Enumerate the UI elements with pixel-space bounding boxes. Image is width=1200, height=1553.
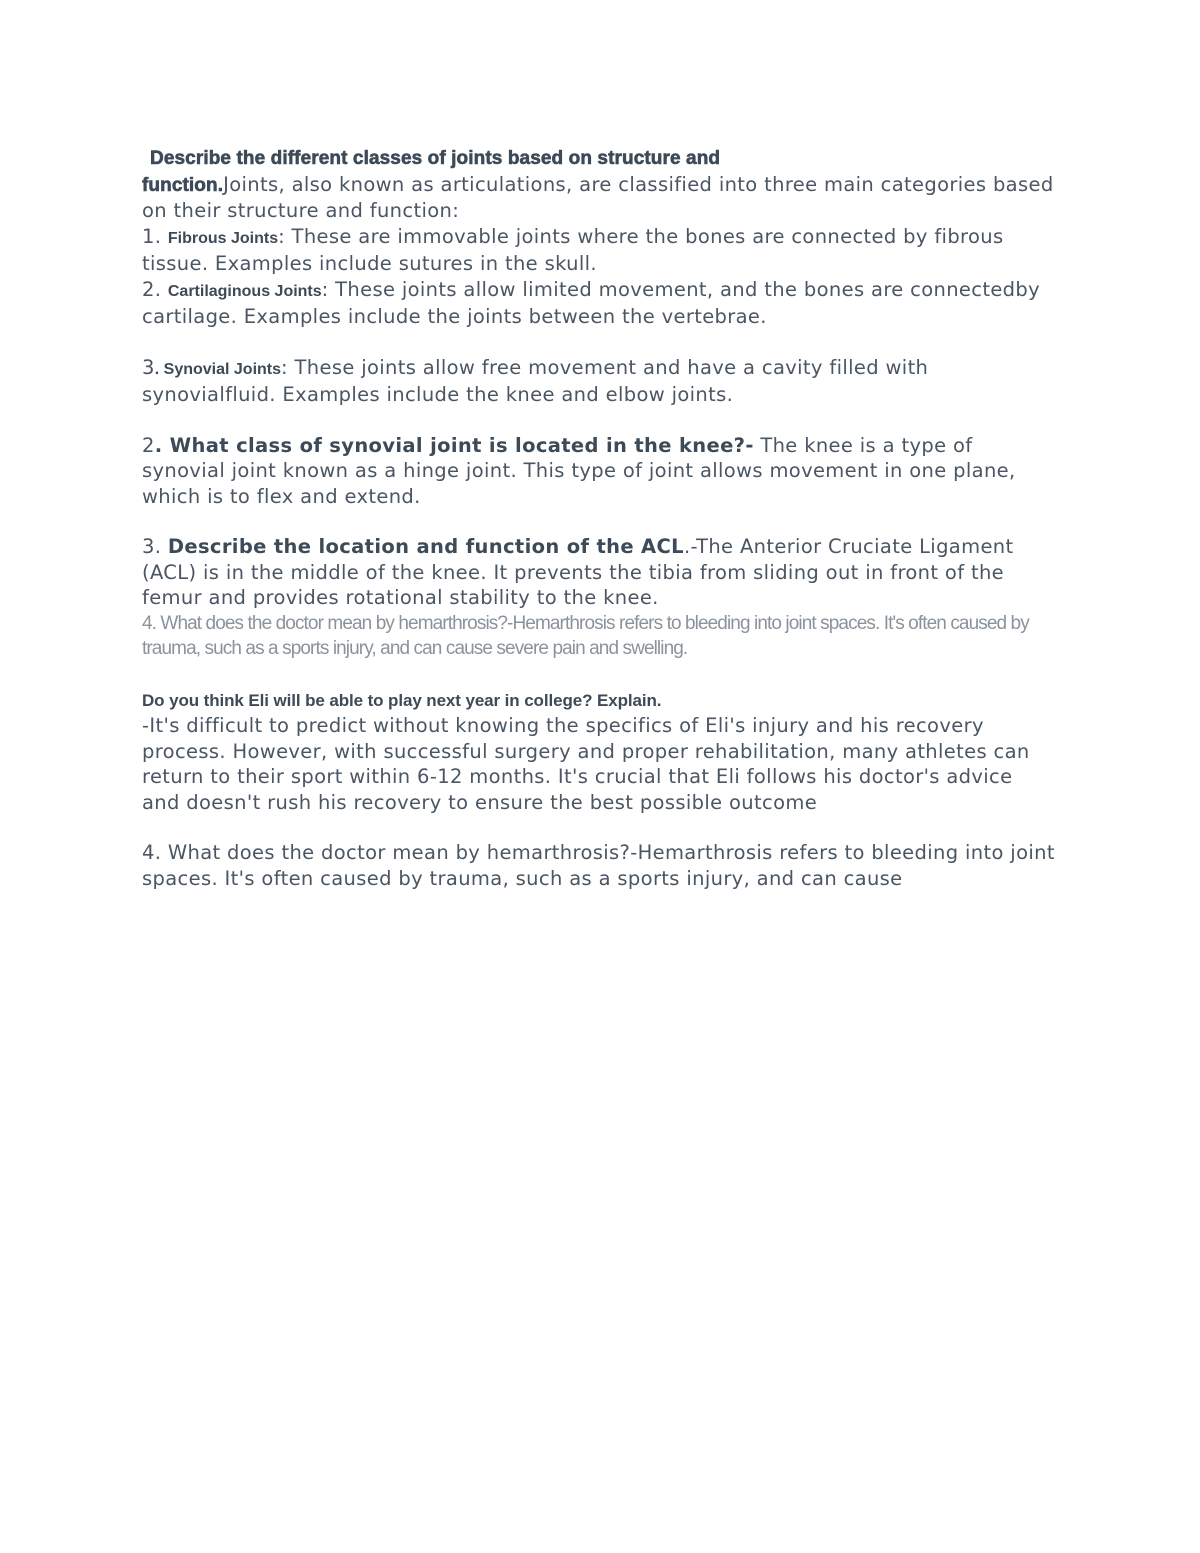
question-5-text: Do you think Eli will be able to play next year in college? Explain — [142, 690, 657, 710]
list-item-cartilaginous — [142, 277, 1062, 330]
question-number: 2 — [142, 433, 155, 457]
list-item-number: 2. — [142, 277, 168, 301]
spacer — [142, 408, 1062, 433]
document-body — [142, 145, 1062, 891]
section1-title-line2: function. — [142, 174, 224, 196]
question-2-paragraph — [142, 433, 1062, 510]
question-3-text: Describe the location and function of the ACL — [167, 535, 684, 558]
question-4-repeat-paragraph: 4. What does the doctor mean by hemarthrosis?-Hemarthrosis refers to bleeding into joint spaces. It's often caused by trauma, such as a sports injury, and can cause — [142, 841, 1055, 890]
list-item-synovial — [142, 355, 1062, 408]
term-cartilaginous-joints: Cartilaginous Joints — [167, 282, 322, 300]
list-item-fibrous — [142, 224, 1062, 277]
term-fibrous-joints: Fibrous Joints — [167, 229, 279, 247]
question-5-period: . — [656, 690, 662, 710]
list-item-text: : These are immovable joints where the bones are connected by fibrous tissue. Examples include sutures in the skull. — [142, 224, 1004, 275]
question-5-answer-line2: return to their sport within 6-12 months. It's crucial that Eli follows his doctor's advice — [142, 765, 1013, 788]
section1-title-line1: Describe the different classes of joints based on structure and — [150, 148, 721, 169]
list-item-number: 1. — [142, 224, 168, 248]
term-synovial-joints: . Synovial Joints — [154, 360, 282, 378]
question-number: 3. — [142, 535, 168, 558]
question-2-answer: The knee is a type of synovial joint known as a hinge joint. This type of joint allows movement in one plane, which is to flex and extend. — [142, 433, 1016, 508]
spacer — [142, 662, 1062, 687]
question-3-answer: .-The Anterior Cruciate Ligament (ACL) is in the middle of the knee. It prevents the tibia from sliding out in front of the femur and provides rotational stability to the knee. — [142, 535, 1014, 609]
question-5-answer-line1: -It's difficult to predict without knowing the specifics of Eli's injury and his recovery process. However, with successful surgery and proper rehabilitation, many athletes can — [142, 714, 1030, 763]
list-item-number: 3 — [142, 355, 155, 379]
section1-intro: Joints, also known as articulations, are classified into three main categories based on their structure and function: — [142, 172, 1054, 222]
spacer — [142, 815, 1062, 840]
question-2-text: . What class of synovial joint is located in the knee?- — [154, 433, 754, 457]
spacer — [142, 330, 1062, 355]
question-4-faint-paragraph: 4. What does the doctor mean by hemarthrosis?-Hemarthrosis refers to bleeding into joint spaces. It's often caused by trauma, such as a sports injury, and can cause severe pain and swelling. — [142, 612, 1029, 659]
section1-paragraph — [142, 145, 1062, 224]
question-5-answer-line3: and doesn't rush his recovery to ensure the best possible outcome — [142, 790, 818, 814]
question-5-heading — [142, 687, 1062, 714]
list-item-text: : These joints allow free movement and have a cavity filled with synovialfluid. Examples include the knee and elbow joints. — [142, 355, 929, 406]
list-item-text: : These joints allow limited movement, and the bones are connectedby cartilage. Examples include the joints between the vertebrae. — [142, 277, 1041, 328]
spacer — [142, 509, 1062, 534]
question-3-paragraph — [142, 534, 1062, 611]
